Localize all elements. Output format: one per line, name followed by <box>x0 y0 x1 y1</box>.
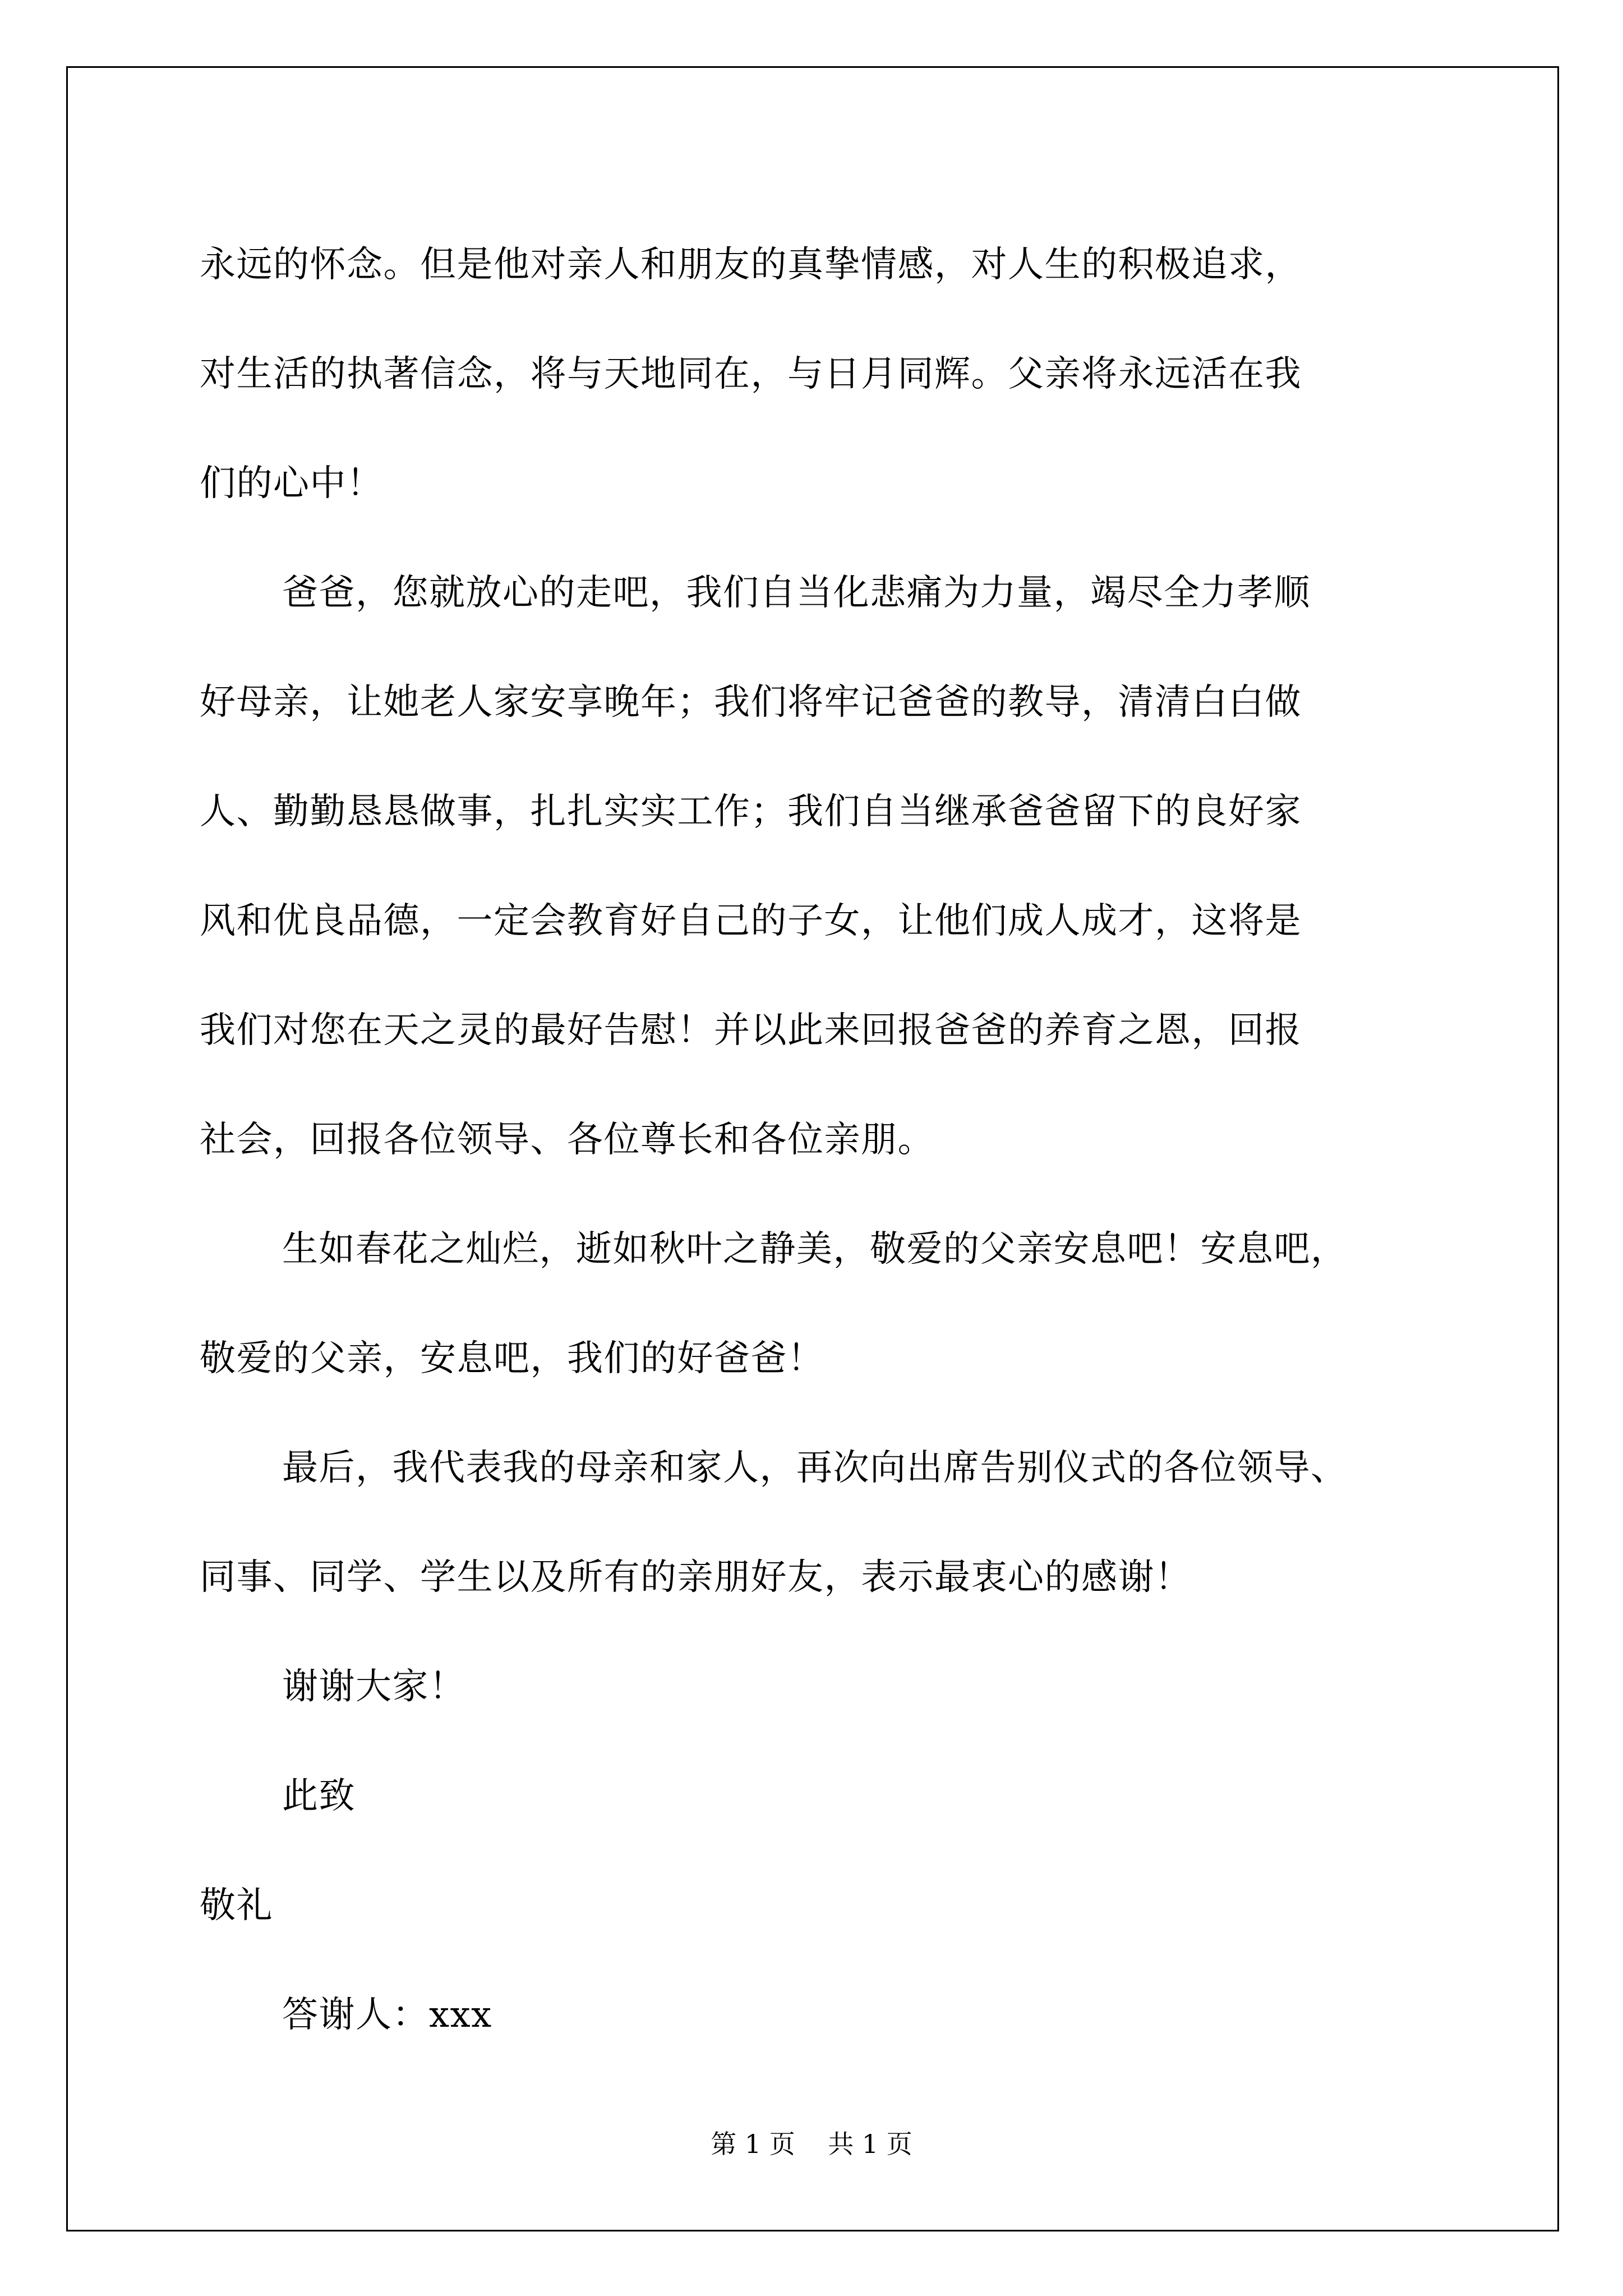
paragraph-start-line: 生如春花之灿烂，逝如秋叶之静美，敬爱的父亲安息吧！安息吧， <box>282 1228 1348 1270</box>
paragraph-start-line: 最后，我代表我的母亲和家人，再次向出席告别仪式的各位领导、 <box>282 1447 1348 1489</box>
text-line: 社会，回报各位领导、各位尊长和各位亲朋。 <box>200 1119 934 1161</box>
text-line: 敬爱的父亲，安息吧，我们的好爸爸！ <box>200 1338 824 1379</box>
thanks-line: 谢谢大家！ <box>282 1666 466 1708</box>
text-line: 好母亲，让她老人家安享晚年；我们将牢记爸爸的教导，清清白白做 <box>200 682 1302 723</box>
text-line: 我们对您在天之灵的最好告慰！并以此来回报爸爸的养育之恩，回报 <box>200 1010 1302 1051</box>
signature-line: 答谢人：xxx <box>282 1994 492 2036</box>
text-line: 风和优良品德，一定会教育好自己的子女，让他们成人成才，这将是 <box>200 900 1302 942</box>
text-line: 对生活的执著信念，将与天地同在，与日月同辉。父亲将永远活在我 <box>200 353 1302 395</box>
text-line: 同事、同学、学生以及所有的亲朋好友，表示最衷心的感谢！ <box>200 1557 1192 1598</box>
text-line: 人、勤勤恳恳做事，扎扎实实工作；我们自当继承爸爸留下的良好家 <box>200 791 1302 832</box>
closing-line: 此致 <box>282 1775 356 1817</box>
paragraph-start-line: 爸爸，您就放心的走吧，我们自当化悲痛为力量，竭尽全力孝顺 <box>282 572 1311 614</box>
text-line: 永远的怀念。但是他对亲人和朋友的真挚情感，对人生的积极追求， <box>200 244 1302 286</box>
page-footer: 第 1 页 共 1 页 <box>711 2129 912 2159</box>
text-line: 们的心中！ <box>200 463 384 504</box>
document-body <box>200 210 1433 2070</box>
salutation-line: 敬礼 <box>200 1885 273 1926</box>
